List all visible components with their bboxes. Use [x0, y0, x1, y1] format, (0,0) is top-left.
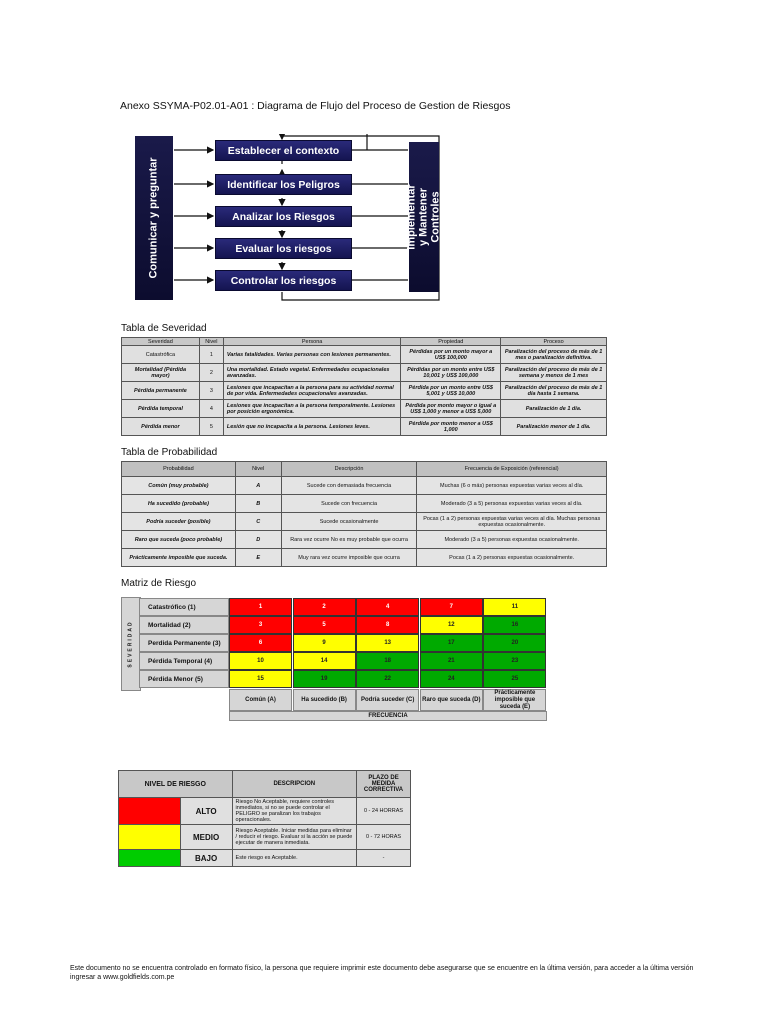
severity-table: [121, 337, 607, 436]
lvl-header: DESCRIPCION: [232, 771, 357, 798]
table-row: [122, 477, 607, 495]
matrix-cell: 12: [420, 616, 483, 634]
table-row: [122, 513, 607, 531]
frequency-axis: FRECUENCIA: [229, 711, 547, 721]
table-row: [119, 850, 411, 867]
sev-header: Nivel: [199, 338, 223, 346]
page-title: Anexo SSYMA-P02.01-A01 : Diagrama de Flujo del Proceso de Gestion de Riesgos: [120, 100, 511, 112]
prob-cell: Raro que suceda (poco probable): [122, 531, 236, 549]
matrix-col-label: Podría suceder (C): [356, 689, 419, 711]
sev-cell: Pérdidas por un monto mayor a US$ 100,000: [401, 346, 501, 364]
matrix-cell: 5: [293, 616, 356, 634]
sev-cell: Pérdidas por un monto entre US$ 10,001 y US$ 100,000: [401, 364, 501, 382]
sev-cell: Varias fatalidades. Varias personas con lesiones permanentes.: [223, 346, 401, 364]
prob-cell: B: [235, 495, 281, 513]
flow-step-3: Analizar los Riesgos: [215, 206, 352, 227]
flow-step-2: Identificar los Peligros: [215, 174, 352, 195]
matrix-cell: 15: [229, 670, 292, 688]
sev-cell: Mortalidad (Pérdida mayor): [122, 364, 200, 382]
sev-cell: Lesiones que incapacitan a la persona temporalmente. Lesiones por posición ergonómica.: [223, 400, 401, 418]
communicate-sidebar: Comunicar y preguntar: [135, 136, 173, 300]
table-row: [122, 364, 607, 382]
sev-header: Persona: [223, 338, 401, 346]
severity-axis: SEVERIDAD: [121, 597, 141, 691]
matrix-cell: 2: [293, 598, 356, 616]
implement-sidebar: Implementar y Mantener Controles: [409, 142, 439, 292]
sev-cell: Pérdida temporal: [122, 400, 200, 418]
matrix-cell: 14: [293, 652, 356, 670]
level-swatch-alto: [119, 798, 181, 825]
matrix-col-label: Común (A): [229, 689, 292, 711]
prob-cell: Común (muy probable): [122, 477, 236, 495]
matrix-row-label: Pérdida Temporal (4): [139, 652, 229, 670]
matrix-row-label: Catastrófico (1): [139, 598, 229, 616]
table-row: [122, 382, 607, 400]
prob-cell: D: [235, 531, 281, 549]
table-row: [122, 495, 607, 513]
sev-cell: Pérdida permanente: [122, 382, 200, 400]
prob-cell: Podría suceder (posible): [122, 513, 236, 531]
sev-cell: Paralización del proceso de más de 1 semana y menos de 1 mes: [501, 364, 607, 382]
lvl-header: NIVEL DE RIESGO: [119, 771, 233, 798]
table-row: [122, 531, 607, 549]
flow-step-4: Evaluar los riesgos: [215, 238, 352, 259]
matrix-cell: 7: [420, 598, 483, 616]
matrix-cell: 20: [483, 634, 546, 652]
sev-cell: 5: [199, 418, 223, 436]
matrix-row-label: Mortalidad (2): [139, 616, 229, 634]
matrix-cell: 19: [293, 670, 356, 688]
sev-cell: Pérdida menor: [122, 418, 200, 436]
prob-cell: Ha sucedido (probable): [122, 495, 236, 513]
matrix-cell: 11: [483, 598, 546, 616]
matrix-cell: 10: [229, 652, 292, 670]
sev-cell: Paralización del proceso de más de 1 día hasta 1 semana.: [501, 382, 607, 400]
sev-header: Severidad: [122, 338, 200, 346]
prob-header: Descripción: [281, 462, 417, 477]
risk-level-table: [118, 770, 411, 867]
matrix-cell: 22: [356, 670, 419, 688]
matrix-title: Matriz de Riesgo: [121, 578, 197, 589]
matrix-cell: 13: [356, 634, 419, 652]
prob-header: Nivel: [235, 462, 281, 477]
risk-matrix: [121, 597, 547, 723]
prob-cell: Moderado (3 a 5) personas expuestas ocasionalmente.: [417, 531, 607, 549]
table-row: [119, 798, 411, 825]
sev-cell: Paralización de 1 día.: [501, 400, 607, 418]
matrix-row-label: Pérdida Menor (5): [139, 670, 229, 688]
sev-header: Propiedad: [401, 338, 501, 346]
sev-cell: Paralización menor de 1 día.: [501, 418, 607, 436]
matrix-cell: 18: [356, 652, 419, 670]
level-plazo: -: [357, 850, 411, 867]
level-plazo: 0 - 24 HORRAS: [357, 798, 411, 825]
level-desc: Riesgo Aceptable. Iniciar medidas para eliminar / reducir el riesgo. Evaluar si la acción se puede ejecutar de manera inmediata.: [232, 825, 357, 850]
matrix-cell: 9: [293, 634, 356, 652]
prob-cell: Prácticamente imposible que suceda.: [122, 549, 236, 567]
matrix-cell: 4: [356, 598, 419, 616]
level-swatch-medio: [119, 825, 181, 850]
prob-header: Frecuencia de Exposición (referencial): [417, 462, 607, 477]
sev-cell: Lesiones que incapacitan a la persona para su actividad normal de por vida. Enfermedades ocupacionales avanzadas.: [223, 382, 401, 400]
matrix-cell: 3: [229, 616, 292, 634]
prob-cell: Rara vez ocurre No es muy probable que ocurra: [281, 531, 417, 549]
lvl-header: PLAZO DE MEDIDA CORRECTIVA: [357, 771, 411, 798]
table-row: [122, 346, 607, 364]
matrix-cell: 16: [483, 616, 546, 634]
prob-cell: A: [235, 477, 281, 495]
level-plazo: 0 - 72 HORAS: [357, 825, 411, 850]
sev-cell: Una mortalidad. Estado vegetal. Enfermedades ocupacionales avanzadas.: [223, 364, 401, 382]
severity-title: Tabla de Severidad: [121, 323, 207, 334]
matrix-col-label: Prácticamente imposible que suceda (E): [483, 689, 546, 711]
prob-cell: Sucede con frecuencia: [281, 495, 417, 513]
matrix-cell: 6: [229, 634, 292, 652]
level-swatch-bajo: [119, 850, 181, 867]
prob-cell: E: [235, 549, 281, 567]
sev-header: Proceso: [501, 338, 607, 346]
probability-table: [121, 461, 607, 567]
footer-note: Este documento no se encuentra controlado en formato físico, la persona que requiere imprimir este documento debe asegurarse que se encuentre en la última versión, para acceder a la última versión ingresar a www.goldfields.com.pe: [70, 965, 694, 981]
prob-cell: Sucede con demasiada frecuencia: [281, 477, 417, 495]
matrix-cell: 25: [483, 670, 546, 688]
sev-cell: 3: [199, 382, 223, 400]
sev-cell: Catastrófica: [122, 346, 200, 364]
matrix-cell: 23: [483, 652, 546, 670]
matrix-row-label: Perdida Permanente (3): [139, 634, 229, 652]
table-row: [119, 825, 411, 850]
flow-step-5: Controlar los riesgos: [215, 270, 352, 291]
prob-cell: Muchas (6 o más) personas expuestas varias veces al día.: [417, 477, 607, 495]
matrix-cell: 1: [229, 598, 292, 616]
prob-cell: Pocas (1 a 2) personas expuestas varias veces al día. Muchas personas expuestas ocasionalmente.: [417, 513, 607, 531]
table-row: [122, 549, 607, 567]
table-row: [122, 418, 607, 436]
sev-cell: Pérdida por un monto entre US$ 5,001 y US$ 10,000: [401, 382, 501, 400]
table-row: [122, 400, 607, 418]
prob-cell: Sucede ocasionalmente: [281, 513, 417, 531]
level-name: BAJO: [180, 850, 232, 867]
prob-cell: Muy rara vez ocurre imposible que ocurra: [281, 549, 417, 567]
sev-cell: 1: [199, 346, 223, 364]
level-desc: Este riesgo es Aceptable.: [232, 850, 357, 867]
flow-step-1: Establecer el contexto: [215, 140, 352, 161]
level-name: ALTO: [180, 798, 232, 825]
probability-title: Tabla de Probabilidad: [121, 447, 218, 458]
prob-header: Probabilidad: [122, 462, 236, 477]
matrix-col-label: Raro que suceda (D): [420, 689, 483, 711]
matrix-col-label: Ha sucedido (B): [293, 689, 356, 711]
level-desc: Riesgo No Aceptable, requiere controles inmediatos, si no se puede controlar el PELIGRO se paralizan los trabajos operacionales.: [232, 798, 357, 825]
prob-cell: Moderado (3 a 5) personas expuestas varias veces al día.: [417, 495, 607, 513]
matrix-cell: 24: [420, 670, 483, 688]
matrix-cell: 21: [420, 652, 483, 670]
sev-cell: Pérdida por monto menor a US$ 1,000: [401, 418, 501, 436]
prob-cell: C: [235, 513, 281, 531]
matrix-cell: 17: [420, 634, 483, 652]
sev-cell: 2: [199, 364, 223, 382]
prob-cell: Pocas (1 a 2) personas expuestas ocasionalmente.: [417, 549, 607, 567]
matrix-cell: 8: [356, 616, 419, 634]
sev-cell: Lesión que no incapacita a la persona. Lesiones leves.: [223, 418, 401, 436]
flow-diagram: [127, 134, 441, 304]
level-name: MEDIO: [180, 825, 232, 850]
sev-cell: Pérdida por monto mayor o igual a US$ 1,000 y menor a US$ 5,000: [401, 400, 501, 418]
sev-cell: 4: [199, 400, 223, 418]
sev-cell: Paralización del proceso de más de 1 mes o paralización definitiva.: [501, 346, 607, 364]
